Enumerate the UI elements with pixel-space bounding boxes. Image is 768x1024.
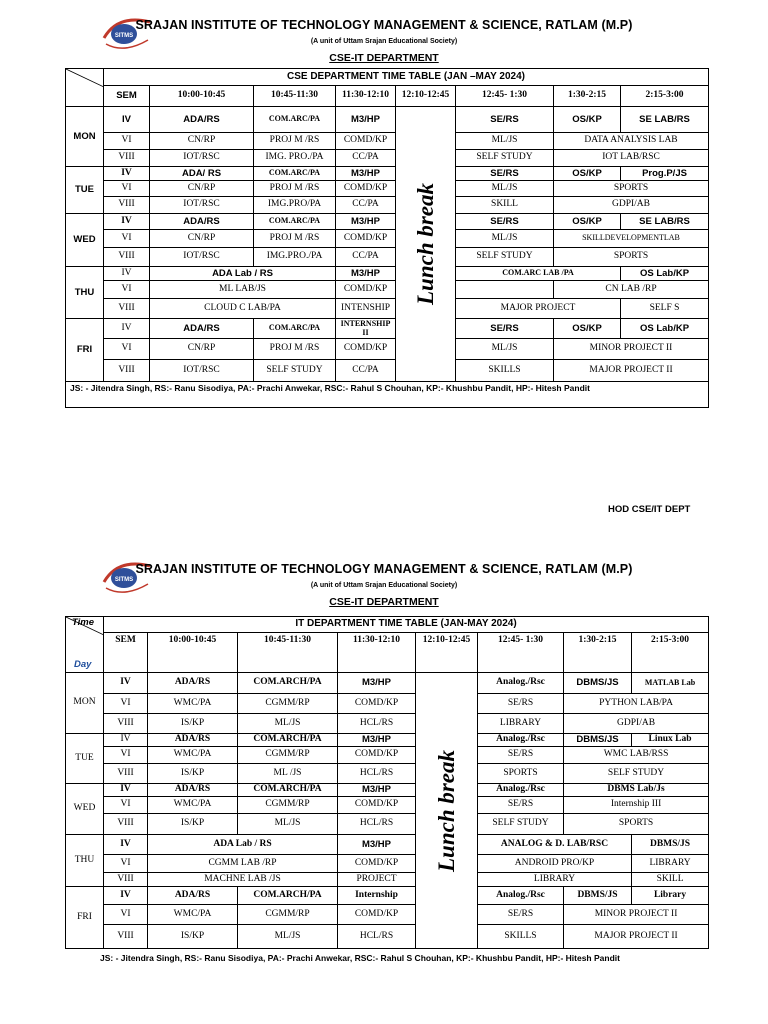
class-cell: CGMM/RP [238,905,338,925]
sem-cell: IV [104,887,148,905]
class-cell: OS/KP [554,107,621,133]
day-mon: MON [66,107,104,167]
class-cell: HCL/RS [338,714,416,734]
class-cell: PROJ M /RS [254,181,336,197]
class-cell: SE/RS [478,797,564,814]
diagonal-line [66,69,104,107]
class-cell: MACHNE LAB /JS [148,873,338,887]
department-title: CSE-IT DEPARTMENT [329,52,439,64]
sem-cell: IV [104,167,150,181]
sem-cell: VI [104,747,148,764]
class-cell: Analog./Rsc [478,734,564,747]
class-cell: IS/KP [148,925,238,949]
sem-cell: VI [104,133,150,150]
class-cell: CN/RP [150,133,254,150]
class-cell: OS/KP [554,319,621,339]
sem-cell: VIII [104,150,150,167]
class-cell: ADA/RS [148,734,238,747]
class-cell: INTENSHIP [336,299,396,319]
class-cell: Internship III [564,797,709,814]
class-cell: COM.ARCH/PA [238,784,338,797]
institute-name: SRAJAN INSTITUTE OF TECHNOLOGY MANAGEMENT & SCIENCE, RATLAM (M.P) [135,18,633,32]
sem-cell: IV [104,784,148,797]
class-cell: M3/HP [338,734,416,747]
class-cell: DBMS Lab/Js [564,784,709,797]
class-cell: DBMS/JS [564,734,632,747]
class-cell: IMG. PRO./PA [254,150,336,167]
class-cell: IOT/RSC [150,360,254,382]
sem-cell: VIII [104,360,150,382]
class-cell: SKILL [632,873,709,887]
class-cell: IS/KP [148,714,238,734]
sem-cell: VIII [104,248,150,267]
class-cell: CGMM/RP [238,694,338,714]
class-cell: IOT/RSC [150,248,254,267]
class-cell: COMD/KP [336,133,396,150]
class-cell: COM.ARC/PA [254,319,336,339]
hod-signature: HOD CSE/IT DEPT [608,504,691,515]
class-cell: IS/KP [148,814,238,835]
class-cell: MATLAB Lab [632,673,709,694]
class-cell: CGMM/RP [238,797,338,814]
class-cell: GDPI/AB [564,714,709,734]
class-cell: SE/RS [456,107,554,133]
class-cell: COMD/KP [338,797,416,814]
class-cell: PYTHON LAB/PA [564,694,709,714]
class-cell: WMC/PA [148,694,238,714]
faculty-legend: JS: - Jitendra Singh, RS:- Ranu Sisodiya, PA:- Prachi Anwekar, RSC:- Rahul S Chouhan, KP:- Khushbu Pandit, HP:- Hitesh Pandit [66,382,709,408]
class-cell: SE/RS [478,747,564,764]
day-fri: FRI [66,319,104,382]
class-cell: ML/JS [456,339,554,360]
class-cell: PROJ M /RS [254,339,336,360]
class-cell: CC/PA [336,360,396,382]
class-cell: DBMS/JS [632,835,709,855]
class-cell: COMD/KP [338,747,416,764]
sem-cell: VI [104,181,150,197]
class-cell: MINOR PROJECT II [564,905,709,925]
logo-text: SITMS [114,577,134,583]
class-cell: ADA/RS [150,107,254,133]
class-cell: MAJOR PROJECT [456,299,621,319]
class-cell: PROJECT [338,873,416,887]
sem-cell: IV [104,267,150,281]
class-cell-empty [456,281,554,299]
class-cell: Library [632,887,709,905]
class-cell: OS/KP [554,214,621,230]
class-cell: LIBRARY [478,873,632,887]
header-slot-5: 12:45- 1:30 [478,633,564,673]
class-cell: ANALOG & D. LAB/RSC [478,835,632,855]
cse-header [0,14,768,66]
class-cell: MINOR PROJECT II [554,339,709,360]
class-cell: CC/PA [336,150,396,167]
class-cell: M3/HP [338,835,416,855]
class-cell: ML/JS [238,925,338,949]
class-cell: WMC/PA [148,797,238,814]
class-cell: COM.ARC/PA [254,107,336,133]
header-slot-3: 11:30-12:10 [336,86,396,107]
class-cell: ADA/RS [148,784,238,797]
class-cell: SKILLS [456,360,554,382]
lunch-break-label: Lunch break [433,749,459,872]
class-cell: ML LAB/JS [150,281,336,299]
class-cell: SKILLS [478,925,564,949]
sem-cell: IV [104,673,148,694]
class-cell: ADA/RS [150,319,254,339]
class-cell: Analog./Rsc [478,673,564,694]
class-cell: COMD/KP [336,281,396,299]
sem-cell: IV [104,214,150,230]
class-cell: SE LAB/RS [621,107,709,133]
class-cell: M3/HP [336,214,396,230]
class-cell: DBMS/JS [564,673,632,694]
class-cell: COMD/KP [336,339,396,360]
class-cell: CN/RP [150,230,254,248]
society-line: (A unit of Uttam Srajan Educational Society) [310,38,458,45]
sem-cell: VIII [104,925,148,949]
class-cell: IS/KP [148,764,238,784]
class-cell: SELF S [621,299,709,319]
class-cell: CC/PA [336,248,396,267]
class-cell: OS/KP [554,167,621,181]
sem-cell: VI [104,905,148,925]
class-cell: ML /JS [238,764,338,784]
cse-section [0,14,768,393]
class-cell: CGMM/RP [238,747,338,764]
class-cell: SPORTS [478,764,564,784]
corner-cell [66,69,104,107]
day-wed: WED [66,784,104,835]
header-slot-7: 2:15-3:00 [632,633,709,673]
header-slot-5: 12:45- 1:30 [456,86,554,107]
society-line: (A unit of Uttam Srajan Educational Society) [310,582,458,589]
class-cell: IOT/RSC [150,197,254,214]
header-slot-7: 2:15-3:00 [621,86,709,107]
class-cell: PROJ M /RS [254,133,336,150]
class-cell: CGMM LAB /RP [148,855,338,873]
class-cell: MAJOR PROJECT II [564,925,709,949]
class-cell: MAJOR PROJECT II [554,360,709,382]
faculty-legend: JS: - Jitendra Singh, RS:- Ranu Sisodiya, PA:- Prachi Anwekar, RSC:- Rahul S Chouhan, KP:- Khushbu Pandit, HP:- Hitesh Pandit [100,953,620,963]
header-slot-6: 1:30-2:15 [564,633,632,673]
class-cell: ADA/RS [150,214,254,230]
class-cell: LIBRARY [478,714,564,734]
class-cell: CN/RP [150,181,254,197]
header-sem: SEM [104,86,150,107]
class-cell: OS Lab/KP [621,267,709,281]
header-slot-2: 10:45-11:30 [254,86,336,107]
header-slot-3: 11:30-12:10 [338,633,416,673]
lunch-break [416,673,478,949]
sem-cell: IV [104,107,150,133]
class-cell: M3/HP [336,267,396,281]
class-cell: M3/HP [336,107,396,133]
sem-cell: VI [104,797,148,814]
class-cell: M3/HP [338,673,416,694]
header-slot-1: 10:00-10:45 [148,633,238,673]
class-cell: ADA/RS [148,673,238,694]
logo-text: SITMS [114,33,134,39]
class-cell: HCL/RS [338,814,416,835]
class-cell: COM.ARCH/PA [238,734,338,747]
class-cell: SPORTS [554,181,709,197]
corner-time: Time [72,617,95,628]
it-title: IT DEPARTMENT TIME TABLE (JAN-MAY 2024) [104,617,709,633]
header-slot-2: 10:45-11:30 [238,633,338,673]
lunch-break-label: Lunch break [412,182,438,306]
day-wed: WED [66,214,104,267]
class-cell: COM.ARC/PA [254,167,336,181]
corner-cell [66,617,104,673]
class-cell: HCL/RS [338,925,416,949]
sem-cell: VIII [104,814,148,835]
class-cell: Analog./Rsc [478,784,564,797]
it-section [0,558,768,941]
class-cell: Linux Lab [632,734,709,747]
class-cell: ANDROID PRO/KP [478,855,632,873]
day-mon: MON [66,673,104,734]
class-cell: DBMS/JS [564,887,632,905]
class-cell: ADA/RS [148,887,238,905]
class-cell: COMD/KP [338,694,416,714]
class-cell: DATA ANALYSIS LAB [554,133,709,150]
sem-cell: VIII [104,299,150,319]
class-cell: IMG.PRO/PA [254,197,336,214]
class-cell: HCL/RS [338,764,416,784]
sem-cell: IV [104,734,148,747]
class-cell: INTERNSHIP II [336,319,396,339]
day-thu: THU [66,835,104,887]
sem-cell: IV [104,835,148,855]
class-cell: CN LAB /RP [554,281,709,299]
class-cell: COMD/KP [336,230,396,248]
class-cell: SE/RS [456,167,554,181]
class-cell: SPORTS [554,248,709,267]
sem-cell: VIII [104,873,148,887]
it-timetable [65,616,709,949]
day-fri: FRI [66,887,104,949]
class-cell: COMD/KP [336,181,396,197]
class-cell: M3/HP [338,784,416,797]
class-cell: ML/JS [238,814,338,835]
sem-cell: IV [104,319,150,339]
class-cell: SELF STUDY [456,248,554,267]
class-cell: SE LAB/RS [621,214,709,230]
class-cell: COMD/KP [338,905,416,925]
class-cell: CC/PA [336,197,396,214]
class-cell: IOT LAB/RSC [554,150,709,167]
class-cell: SKILLDEVELOPMENTLAB [554,230,709,248]
class-cell: Analog./Rsc [478,887,564,905]
day-tue: TUE [66,734,104,784]
class-cell: COM.ARCH/PA [238,887,338,905]
class-cell: COMD/KP [338,855,416,873]
sem-cell: VIII [104,764,148,784]
sem-cell: VI [104,339,150,360]
class-cell: SELF STUDY [456,150,554,167]
sem-cell: VIII [104,197,150,214]
class-cell: CLOUD C LAB/PA [150,299,336,319]
class-cell: CN/RP [150,339,254,360]
class-cell: COM.ARC/PA [254,214,336,230]
class-cell: SE/RS [456,319,554,339]
class-cell: WMC LAB/RSS [564,747,709,764]
header-slot-4: 12:10-12:45 [416,633,478,673]
sem-cell: VI [104,855,148,873]
lunch-break [396,107,456,382]
header-slot-4: 12:10-12:45 [396,86,456,107]
class-cell: ADA Lab / RS [150,267,336,281]
class-cell: LIBRARY [632,855,709,873]
class-cell: SE/RS [478,694,564,714]
cse-title: CSE DEPARTMENT TIME TABLE (JAN –MAY 2024) [104,69,709,86]
day-thu: THU [66,267,104,319]
class-cell: Internship [338,887,416,905]
class-cell: SELF STUDY [478,814,564,835]
class-cell: IOT/RSC [150,150,254,167]
class-cell: SKILL [456,197,554,214]
class-cell: SE/RS [478,905,564,925]
class-cell: SELF STUDY [254,360,336,382]
class-cell: SPORTS [564,814,709,835]
day-tue: TUE [66,167,104,214]
header-sem: SEM [104,633,148,673]
sem-cell: VI [104,694,148,714]
class-cell: COM.ARCH/PA [238,673,338,694]
class-cell: SELF STUDY [564,764,709,784]
class-cell: M3/HP [336,167,396,181]
class-cell: COM.ARC LAB /PA [456,267,621,281]
class-cell: WMC/PA [148,905,238,925]
class-cell: SE/RS [456,214,554,230]
class-cell: ADA Lab / RS [148,835,338,855]
institute-name: SRAJAN INSTITUTE OF TECHNOLOGY MANAGEMENT & SCIENCE, RATLAM (M.P) [135,562,633,576]
sem-cell: VI [104,230,150,248]
department-title: CSE-IT DEPARTMENT [329,596,439,608]
class-cell: ADA/ RS [150,167,254,181]
class-cell: ML/JS [456,181,554,197]
class-cell: ML/JS [456,230,554,248]
class-cell: GDPI/AB [554,197,709,214]
sem-cell: VIII [104,714,148,734]
corner-day: Day [74,659,92,671]
class-cell: ML/JS [238,714,338,734]
sem-cell: VI [104,281,150,299]
header-slot-6: 1:30-2:15 [554,86,621,107]
cse-timetable [65,68,709,408]
class-cell: WMC/PA [148,747,238,764]
class-cell: IMG.PRO./PA [254,248,336,267]
class-cell: Prog.P/JS [621,167,709,181]
class-cell: OS Lab/KP [621,319,709,339]
class-cell: ML/JS [456,133,554,150]
class-cell: PROJ M /RS [254,230,336,248]
header-slot-1: 10:00-10:45 [150,86,254,107]
it-header [0,558,768,610]
